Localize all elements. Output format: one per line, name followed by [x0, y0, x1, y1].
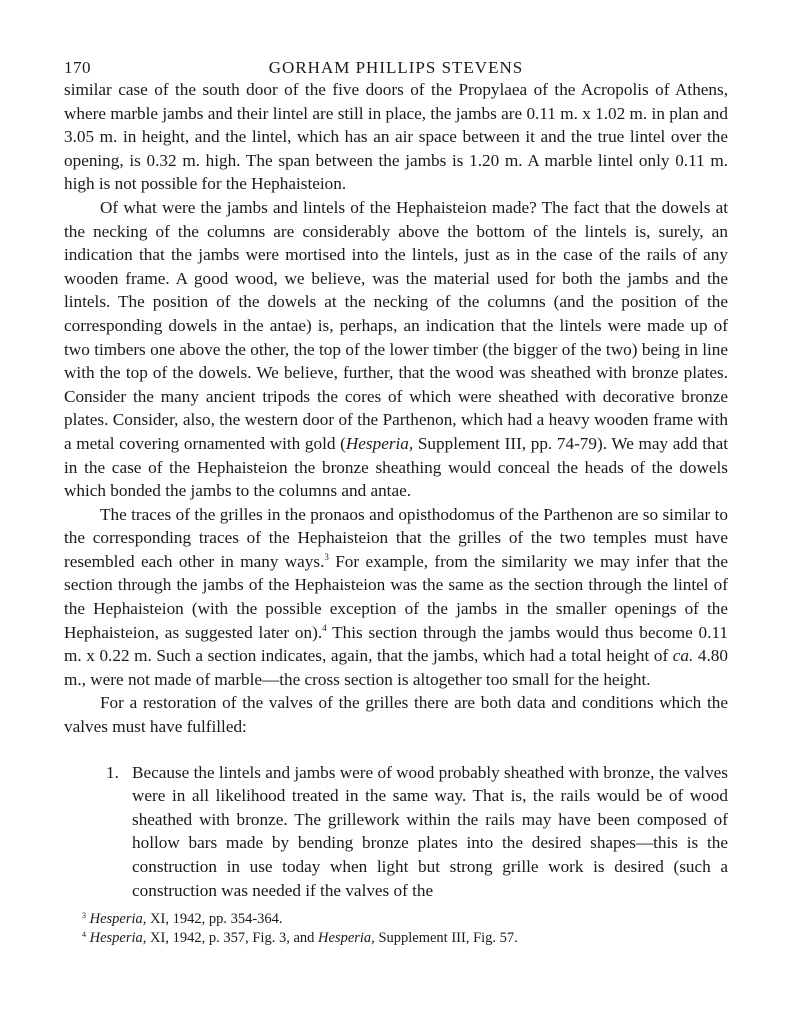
paragraph-3-a: The traces of the grilles in the pronaos and opisthodomus of the Parthenon are so similar to the corresponding traces of the Hephaisteion that the grilles of the two temples must have resembled each other in many ways.	[64, 504, 728, 571]
paragraph-3-c: This section through the jambs would thus become 0.11 m. x 0.22 m. Such a section indicates, again, that the jambs, which had a total height of	[64, 622, 728, 666]
footnote-3	[82, 910, 722, 929]
paragraph-3	[64, 503, 728, 692]
paragraph-4: For a restoration of the valves of the grilles there are both data and conditions which the valves must have fulfilled:	[64, 693, 728, 737]
footnote-3-number: 3	[82, 911, 86, 920]
paragraph-1: similar case of the south door of the five doors of the Propylaea of the Acropolis of Athens, where marble jambs and their lintel are still in place, the jambs are 0.11 m. x 1.02 m. in plan and 3.05 m. in height, and the lintel, which has an air space between it and the true lintel over the opening, is 0.32 m. high. The span between the jambs is 1.20 m. A marble lintel only 0.11 m. high is not possible for the Hephaisteion.	[64, 80, 728, 194]
footnote-4-text-2: Supplement III, Fig. 57.	[374, 930, 518, 946]
paragraph-2-citation-italic: Hesperia,	[345, 433, 414, 453]
footnote-4-number: 4	[82, 930, 86, 939]
paragraph-3-b: For example, from the similarity we may infer that the section through the jambs of the Hephaisteion was the same as the section through the lintel of the Hephaisteion (with the possible exception of the jambs in the smaller openings of the Hephaisteion, as suggested later on).	[64, 551, 728, 642]
page-header	[64, 48, 728, 78]
footnote-4-italic-2: Hesperia,	[318, 930, 375, 946]
footnote-3-text: XI, 1942, pp. 354-364.	[146, 911, 283, 927]
list-item-text: Because the lintels and jambs were of wood probably sheathed with bronze, the valves were in all likelihood treated in the same way. That is, the rails would be of wood sheathed with bronze. The grillework within the rails may have been composed of hollow bars made by bending bronze plates into the desired shapes—this is the construction in use today when light but strong grille work is desired (such a construction was needed if the valves of the	[132, 762, 728, 900]
list-item-number: 1.	[106, 762, 119, 782]
body-text	[64, 78, 728, 902]
footnotes	[82, 910, 722, 948]
paragraph-2	[64, 196, 728, 503]
page	[64, 48, 728, 902]
paragraph-3-d: 4.80 m., were not made of marble—the cross section is altogether too small for the height.	[64, 646, 728, 689]
footnote-ref-4[interactable]: 4	[322, 622, 327, 633]
paragraph-2-main: Of what were the jambs and lintels of the Hephaisteion made? The fact that the dowels at the necking of the columns are considerably above the bottom of the lintels is, surely, an indication that the jambs were mortised into the lintels, just as in the case of the rails of any wooden frame. A good wood, we believe, was the material used for both the jambs and the lintels. The position of the dowels at the necking of the columns (and the position of the corresponding dowels in the antae) is, perhaps, an indication that the lintels were made up of two timbers one above the other, the top of the lower timber (the bigger of the two) being in line with the top of the dowels. We believe, further, that the wood was sheathed with bronze plates. Consider the many ancient tripods the cores of which were sheathed with decorative bronze plates. Consider, also, the western door of the Parthenon, which had a heavy wooden frame with a metal covering ornamented with gold (	[64, 197, 728, 453]
footnote-ref-3[interactable]: 3	[324, 551, 329, 562]
list-item-1	[64, 761, 728, 903]
running-head: GORHAM PHILLIPS STEVENS	[268, 58, 524, 77]
footnote-4	[82, 929, 722, 948]
footnote-4-text: XI, 1942, p. 357, Fig. 3, and	[146, 930, 319, 946]
footnote-4-italic: Hesperia,	[89, 930, 147, 946]
paragraph-3-italic: ca.	[672, 646, 694, 666]
page-number: 170	[64, 58, 91, 77]
footnote-3-italic: Hesperia,	[89, 911, 147, 927]
paragraph-2-tail: Supplement III, pp. 74-79). We may add that in the case of the Hephaisteion the bronze sheathing would conceal the heads of the dowels which bonded the jambs to the columns and antae.	[64, 433, 728, 501]
